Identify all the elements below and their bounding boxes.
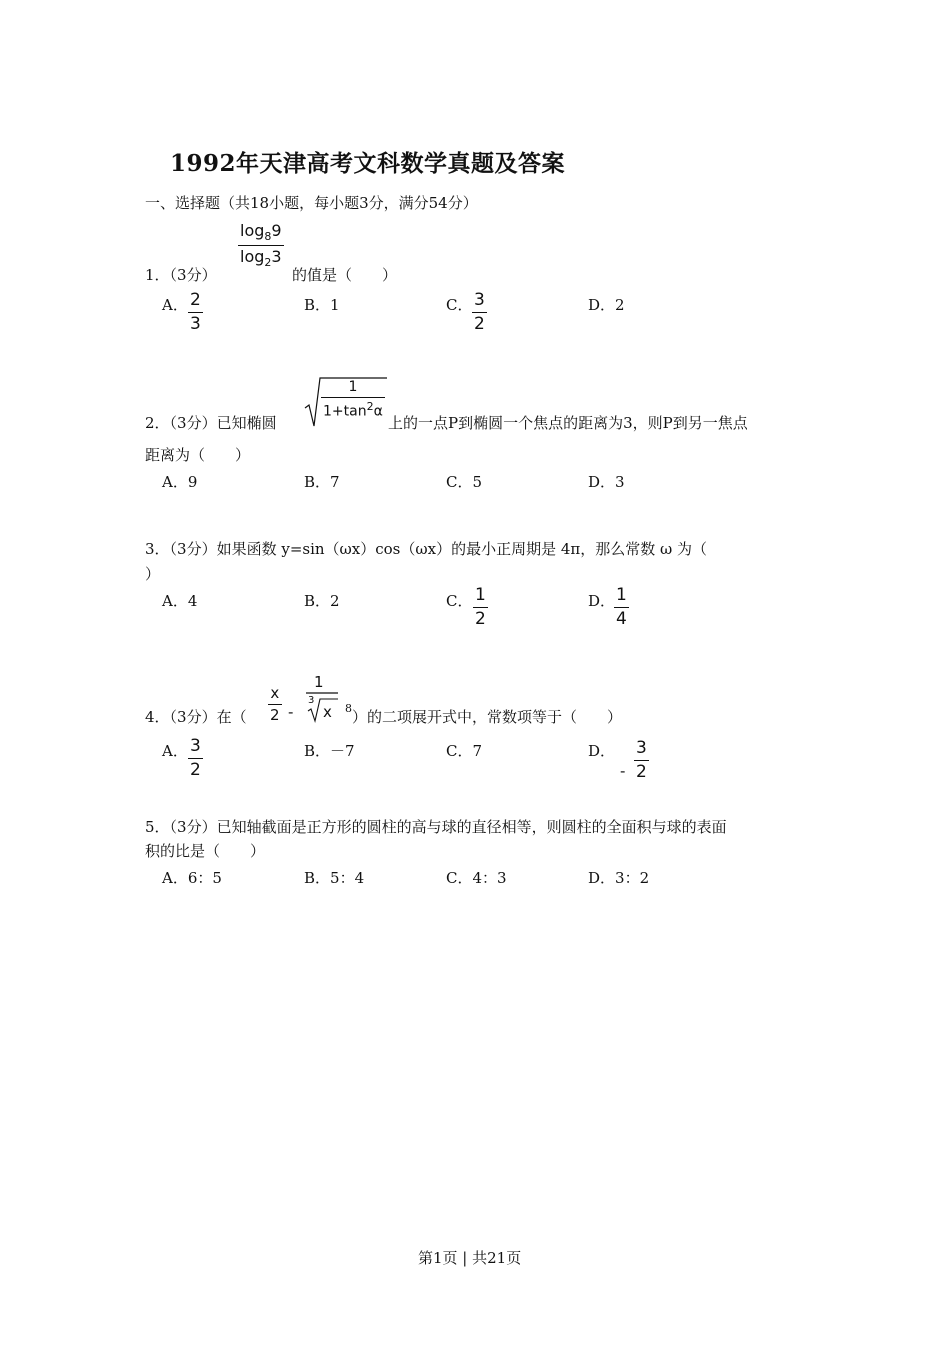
- q4-exponent: 8: [345, 702, 352, 715]
- page-footer: 第1页 | 共21页: [418, 1249, 522, 1267]
- q4-option-a-label: A．: [162, 742, 188, 760]
- q4-numerator: 1: [314, 673, 324, 691]
- q1-option-b: B．1: [304, 296, 340, 314]
- q3-option-d-label: D．: [588, 592, 616, 610]
- q2-option-a: A．9: [162, 473, 198, 491]
- q2-option-b: B．7: [304, 473, 340, 491]
- question-5-line-1: 5．（3分）已知轴截面是正方形的圆柱的高与球的直径相等，则圆柱的全面积与球的表面: [145, 818, 727, 836]
- q1-option-d: D．2: [588, 296, 625, 314]
- q1-option-a-fraction: $\frac{2}{3}$: [190, 290, 201, 334]
- q4-minus-sign: -: [288, 703, 294, 721]
- q3-option-a: A．4: [162, 592, 198, 610]
- q5-option-c: C．4：3: [446, 869, 507, 887]
- q4-option-d-fraction: $\frac{3}{2}$: [636, 738, 647, 782]
- page-title: 1992年天津高考文科数学真题及答案: [170, 150, 566, 177]
- question-3-line-1: 3．（3分）如果函数 y=sin（ωx）cos（ωx）的最小正周期是 4π，那么常数 ω 为（: [145, 540, 708, 558]
- q4-option-c: C．7: [446, 742, 483, 760]
- q1-option-c-label: C．: [446, 296, 473, 314]
- question-2-line-2: 距离为（ ）: [145, 446, 251, 464]
- section-heading: 一、选择题（共18小题，每小题3分，满分54分）: [145, 194, 478, 212]
- question-2-suffix: 上的一点P到椭圆一个焦点的距离为3，则P到另一焦点: [388, 414, 748, 432]
- question-4-suffix: ）的二项展开式中，常数项等于（ ）: [352, 708, 623, 726]
- q5-option-b: B．5：4: [304, 869, 365, 887]
- q1-option-c-fraction: $\frac{3}{2}$: [474, 290, 485, 334]
- question-4-prefix: 4．（3分）在（: [145, 708, 247, 726]
- q4-option-d-label: D．: [588, 742, 616, 760]
- q4-option-d-minus: -: [620, 762, 626, 780]
- question-2-prefix: 2．（3分）已知椭圆: [145, 414, 277, 432]
- question-1-prefix: 1．（3分）: [145, 266, 217, 284]
- question-3-line-2: ）: [145, 565, 161, 583]
- q2-option-d: D．3: [588, 473, 625, 491]
- q2-option-c: C．5: [446, 473, 483, 491]
- q3-option-d-fraction: $\frac{1}{4}$: [616, 585, 627, 629]
- q1-option-a-label: A．: [162, 296, 188, 314]
- q4-root-index: 3: [308, 695, 315, 706]
- q5-option-a: A．6：5: [162, 869, 222, 887]
- q4-fraction-x-over-2: $\frac{x}{2}$: [270, 684, 280, 724]
- q4-root-argument: x: [323, 703, 332, 721]
- question-2-expression: 1 $1+\tan^2\alpha$: [303, 374, 387, 430]
- q3-option-c-fraction: $\frac{1}{2}$: [475, 585, 486, 629]
- q3-option-b: B．2: [304, 592, 340, 610]
- q4-fraction-cube-root: [302, 673, 342, 725]
- q4-option-a-fraction: $\frac{3}{2}$: [190, 736, 201, 780]
- question-5-line-2: 积的比是（ ）: [145, 842, 266, 860]
- question-1-suffix: 的值是（ ）: [292, 266, 398, 284]
- q4-option-b: B．－7: [304, 742, 355, 760]
- q5-option-d: D．3：2: [588, 869, 650, 887]
- q3-option-c-label: C．: [446, 592, 473, 610]
- question-1-expression: $\frac{\log_89}{\log_23}$: [240, 221, 282, 270]
